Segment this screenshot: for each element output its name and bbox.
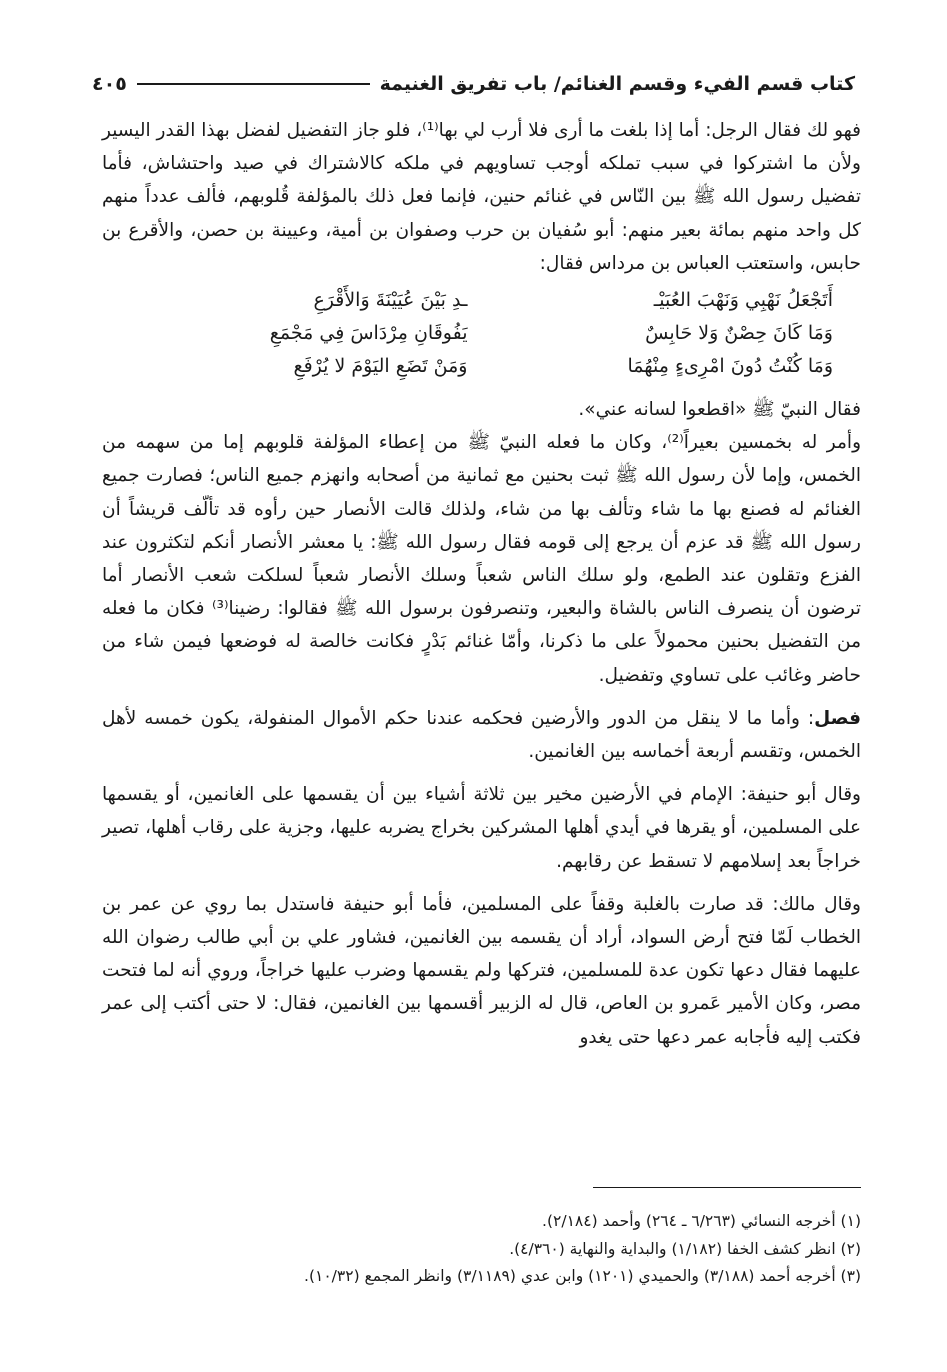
fasl-text: : وأما ما لا ينقل من الدور والأرضين فحكمه عندنا حكم الأموال المنفولة، يكون خمسه لأهل الخمس، وتقسم أربعة أخماسه بين الغانمين. [102, 707, 861, 763]
footnotes [102, 1208, 861, 1291]
paragraph: وأمر له بخمسين بعيراً⁽²⁾، وكان ما فعله النبيّ ﷺ من إعطاء المؤلفة قلوبهم إما من سهمه من الخمس، وإما لأن رسول الله ﷺ ثبت بحنين مع ثمانية من أصحابه وانهزم جميع الناس؛ فصارت جميع الغنائم له فصنع بها ما شاء وتألف بها من شاء، ولذلك قالت الأنصار حين رأوه قد تألّف قريشاً أن رسول الله ﷺ قد عزم أن يرجع إلى قومه فقال رسول الله ﷺ: يا معشر الأنصار أنكم لتكثرون عند الفزع وتقلون عند الطمع، ولو سلك الناس شعباً وسلك الأنصار شعباً لسلكت شعب الأنصار أما ترضون أن ينصرف الناس بالشاة والبعير، وتنصرفون برسول الله ﷺ فقالوا: رضينا⁽³⁾ فكان ما فعله من التفضيل بحنين محمولاً على ما ذكرنا، وأمّا غنائم بَدْرٍ فكانت خالصة له فوضعها فيمن شاء من حاضر وغائب على تساوي وتفضيل. [102, 432, 862, 686]
footnote: (٣) أخرجه أحمد (٣/١٨٨) والحميدي (١٢٠١) وابن عدي (٣/١١٨٩) وانظر المجمع (١٠/٣٢). [304, 1267, 861, 1285]
footnote-separator [593, 1187, 861, 1188]
verse-hemistich-left: يَفُوقَانِ مِرْدَاسَ فِي مَجْمَعِ [269, 322, 468, 345]
paragraph: فقال النبيّ ﷺ «اقطعوا لسانه عني». [578, 399, 861, 421]
paragraph: فهو لك فقال الرجل: أما إذا بلغت ما أرى فلا أرب لي بها⁽¹⁾، فلو جاز التفضيل لفضل بهذا القدر اليسير ولأن ما اشتركوا في سبب تملكه أوجب تساويهم في ملكه كالاشتراك في صيد واحتشاش، فأما تفضيل رسول الله ﷺ بين النّاس في غنائم حنين، فإنما فعل ذلك بالمؤلفة قُلوبهم، فألف عدداً منهم كل واحد منهم بمائة بعير منهم: أبو سُفيان بن حرب وصفوان بن أمية، وعيينة بن حصن، والأقرع بن حابس، واستعتب العباس بن مرداس فقال: [102, 120, 861, 274]
verse-hemistich-left: وَمَنْ تَضَعِ اليَوْمَ لا يُرْفَعِ [293, 355, 468, 378]
running-title: كتاب قسم الفيء وقسم الغنائم/ باب تفريق الغنيمة [379, 73, 855, 95]
footnote: (٢) انظر كشف الخفا (١/١٨٢) والبداية والنهاية (٤/٣٦٠). [509, 1239, 861, 1258]
poem [142, 284, 833, 383]
page-header [92, 66, 855, 102]
footnote: (١) أخرجه النسائي (٦/٢٦٣ ـ ٢٦٤) وأحمد (٢/١٨٤). [542, 1212, 861, 1230]
header-rule [137, 83, 370, 85]
verse-hemistich-right: وَمَا كَانَ حِصْنٌ وَلا حَابِسٌ [645, 322, 833, 345]
paragraph: وقال أبو حنيفة: الإمام في الأرضين مخير بين ثلاثة أشياء بين أن يقسمها على الغانمين، أو يقسمها على المسلمين، أو يقرها في أيدي أهلها المشركين بخراج يضربه عليها، وجزية على رقاب أهلها، تصير خراجاً بعد إسلامهم لا تسقط عن رقابهم. [102, 784, 861, 872]
verse-hemistich-left: ـدِ بَيْنَ عُيَيْنَةَ وَالأَقْرَعِ [313, 289, 468, 312]
fasl-label: فصل [814, 707, 861, 729]
page-number: ٤٠٥ [92, 73, 127, 95]
main-text [102, 114, 861, 1054]
paragraph: وقال مالك: قد صارت بالغلبة وقفاً على المسلمين، فأما أبو حنيفة فاستدل بما روي عن عمر بن الخطاب لَمّا فتح أرض السواد، أراد أن يقسمه بين الغانمين، فشاور علي بن أبي طالب رضوان الله عليهما فقال دعها تكون عدة للمسلمين، فتركها ولم يقسمها وضرب عليها خراجاً، وروي أنه لما فتحت مصر، وكان الأمير عَمرو بن العاص، قال له الزبير أقسمها بين الغانمين، فقال: لا حتى أكتب إلى عمر فكتب إليه فأجابه عمر دعها حتى يغدو [102, 893, 861, 1048]
verse-hemistich-right: أَتَجْعَلُ نَهْبِي وَنَهْبَ العُبَيْـ [653, 289, 833, 312]
fasl-paragraph [102, 702, 861, 768]
verse-hemistich-right: وَمَا كُنْتُ دُونَ امْرِىءٍ مِنْهُمَا [627, 355, 833, 378]
